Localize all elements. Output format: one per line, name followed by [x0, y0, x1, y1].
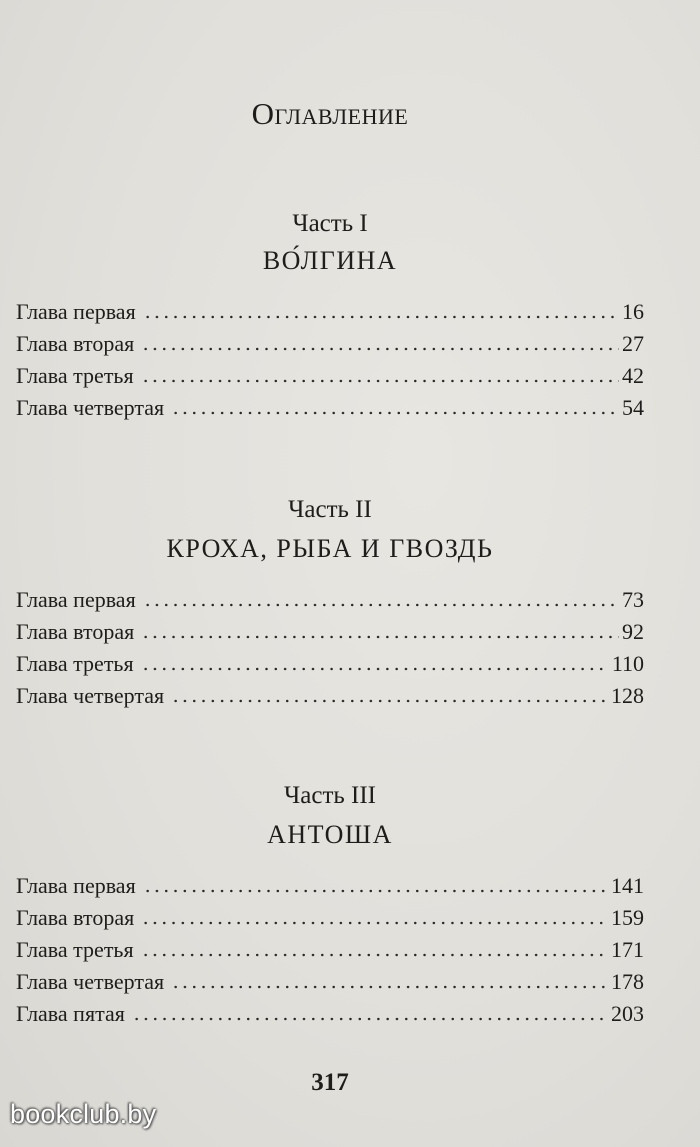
chapter-title: Глава четвертая	[16, 969, 165, 994]
chapter-title: Глава вторая	[16, 331, 135, 356]
chapter-row	[16, 328, 644, 360]
chapter-row	[16, 584, 644, 616]
chapter-row	[16, 934, 644, 966]
part-1-label: Часть I	[292, 210, 368, 237]
dot-leader	[141, 347, 619, 351]
dot-leader	[171, 985, 608, 989]
part-2-chapter-list	[16, 584, 644, 712]
part-1-chapter-list	[16, 296, 644, 424]
dot-leader	[141, 667, 609, 671]
chapter-row	[16, 966, 644, 998]
chapter-row	[16, 870, 644, 902]
chapter-title: Глава третья	[16, 651, 134, 676]
part-3-name: АНТОША	[267, 820, 393, 849]
chapter-page-number: 16	[622, 299, 644, 324]
chapter-title: Глава первая	[16, 873, 136, 898]
dot-leader	[171, 699, 608, 703]
chapter-title: Глава первая	[16, 299, 136, 324]
toc-title: Оглавление	[251, 96, 409, 131]
chapter-row	[16, 616, 644, 648]
chapter-title: Глава первая	[16, 587, 136, 612]
chapter-page-number: 141	[611, 873, 644, 898]
chapter-row	[16, 902, 644, 934]
chapter-page-number: 27	[622, 331, 644, 356]
dot-leader	[141, 635, 619, 639]
chapter-page-number: 73	[622, 587, 644, 612]
chapter-page-number: 159	[611, 905, 644, 930]
chapter-row	[16, 680, 644, 712]
dot-leader	[143, 889, 608, 893]
page-number-folio: 317	[311, 1069, 349, 1096]
chapter-title: Глава пятая	[16, 1001, 125, 1026]
chapter-page-number: 178	[611, 969, 644, 994]
chapter-title: Глава третья	[16, 363, 134, 388]
part-3-label: Часть III	[284, 782, 376, 809]
chapter-page-number: 92	[622, 619, 644, 644]
dot-leader	[143, 603, 619, 607]
chapter-page-number: 171	[611, 937, 644, 962]
dot-leader	[141, 379, 619, 383]
dot-leader	[132, 1017, 608, 1021]
chapter-row	[16, 296, 644, 328]
chapter-title: Глава вторая	[16, 905, 135, 930]
dot-leader	[141, 953, 608, 957]
chapter-page-number: 54	[622, 395, 644, 420]
site-watermark: bookclub.by	[10, 1099, 157, 1129]
chapter-title: Глава четвертая	[16, 683, 165, 708]
chapter-row	[16, 998, 644, 1030]
chapter-page-number: 203	[611, 1001, 644, 1026]
chapter-title: Глава четвертая	[16, 395, 165, 420]
part-2-label: Часть II	[288, 496, 372, 523]
dot-leader	[141, 921, 608, 925]
chapter-page-number: 42	[622, 363, 644, 388]
chapter-row	[16, 360, 644, 392]
part-2-name: КРОХА, РЫБА И ГВОЗДЬ	[166, 534, 494, 563]
chapter-page-number: 128	[611, 683, 644, 708]
part-3-chapter-list	[16, 870, 644, 1030]
dot-leader	[171, 411, 619, 415]
chapter-title: Глава третья	[16, 937, 134, 962]
chapter-page-number: 110	[611, 651, 644, 676]
dot-leader	[143, 315, 619, 319]
chapter-row	[16, 648, 644, 680]
chapter-row	[16, 392, 644, 424]
part-1-name: ВО́ЛГИНА	[262, 246, 398, 275]
chapter-title: Глава вторая	[16, 619, 135, 644]
